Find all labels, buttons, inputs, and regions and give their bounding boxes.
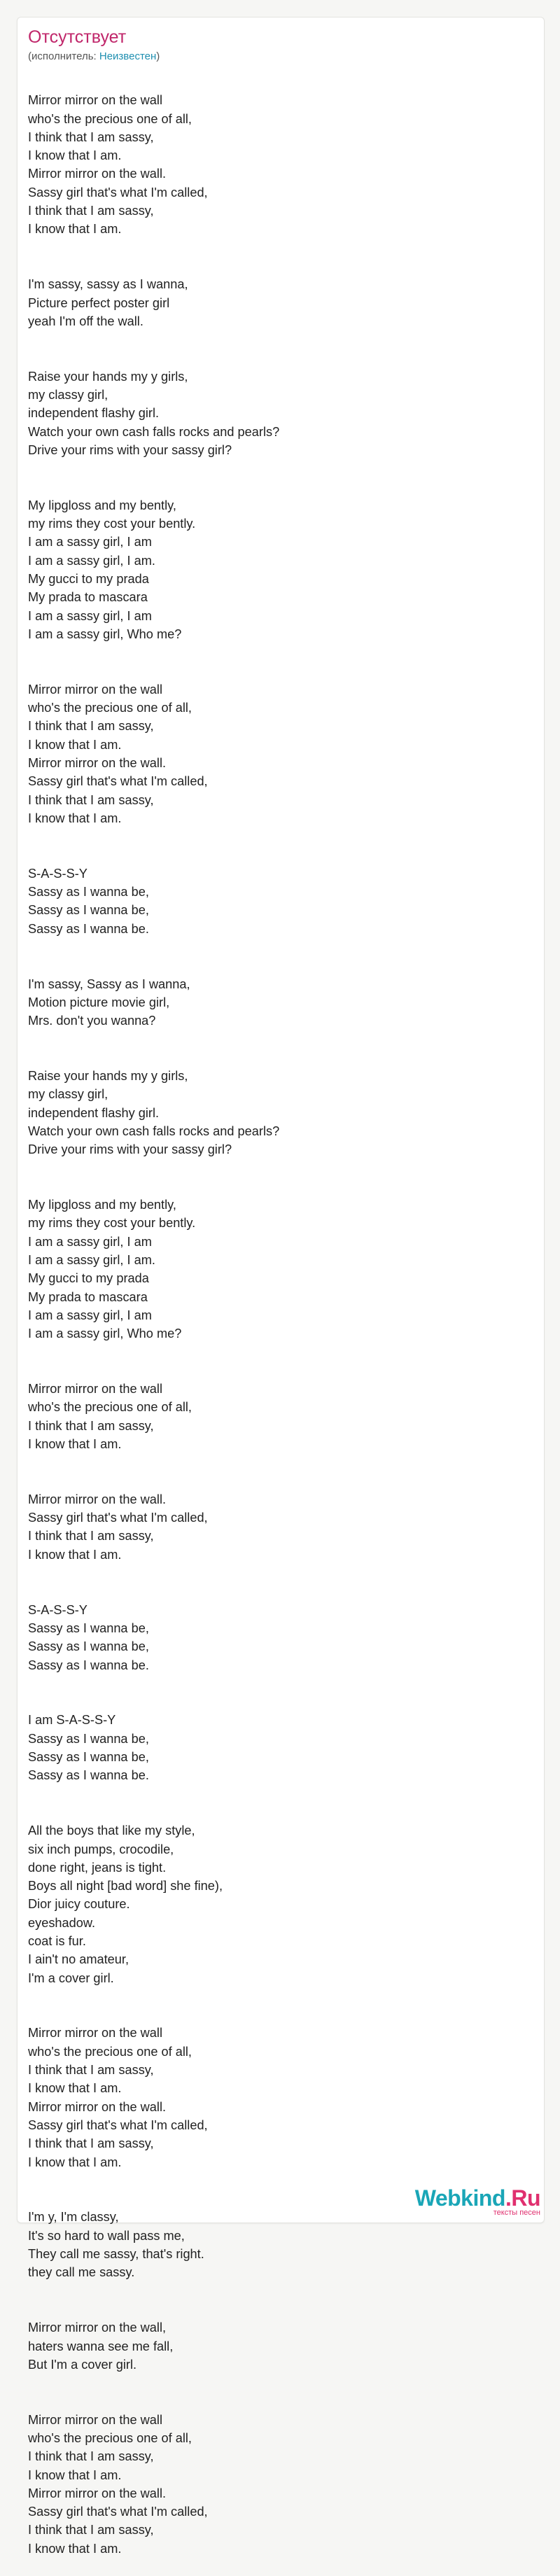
lyrics-stanza: Raise your hands my y girls, my classy girl, independent flashy girl. Watch your own cash falls rocks and pearls? Drive your rims with your sassy girl? (28, 1069, 280, 1157)
performer-label: (исполнитель: (28, 50, 99, 62)
lyrics-stanza: I am S-A-S-S-Y Sassy as I wanna be, Sassy as I wanna be, Sassy as I wanna be. (28, 1713, 149, 1783)
lyrics-stanza: Mirror mirror on the wall who's the precious one of all, I think that I am sassy, I know that I am. (28, 1382, 192, 1451)
logo-tagline: тексты песен (493, 2208, 540, 2217)
performer-close: ) (156, 50, 160, 62)
song-title: Отсутствует (28, 27, 127, 47)
lyrics-stanza: S-A-S-S-Y Sassy as I wanna be, Sassy as I wanna be, Sassy as I wanna be. (28, 866, 149, 936)
performer-line (28, 50, 160, 63)
logo-wordmark (415, 2186, 540, 2210)
lyrics-stanza: Mirror mirror on the wall. Sassy girl that's what I'm called, I think that I am sassy, I know that I am. (28, 1492, 208, 1562)
lyrics-stanza: Mirror mirror on the wall who's the precious one of all, I think that I am sassy, I know that I am. Mirror mirror on the wall. Sassy girl that's what I'm called, I think that I am sassy, I know that I am. (28, 2026, 208, 2169)
lyrics-stanza: Mirror mirror on the wall who's the precious one of all, I think that I am sassy, I know that I am. Mirror mirror on the wall. Sassy girl that's what I'm called, I think that I am sassy, I know that I am. (28, 682, 208, 825)
webkind-logo[interactable] (415, 2186, 540, 2218)
lyrics-stanza: My lipgloss and my bently, my rims they cost your bently. I am a sassy girl, I am I am a sassy girl, I am. My gucci to my prada My prada to mascara I am a sassy girl, I am I am a sassy girl, Who me? (28, 498, 196, 641)
lyrics-stanza: S-A-S-S-Y Sassy as I wanna be, Sassy as I wanna be, Sassy as I wanna be. (28, 1602, 149, 1672)
lyrics-stanza: I'm sassy, Sassy as I wanna, Motion picture movie girl, Mrs. don't you wanna? (28, 976, 190, 1028)
lyrics-stanza: Mirror mirror on the wall, haters wanna see me fall, But I'm a cover girl. (28, 2320, 174, 2372)
lyrics-stanza: My lipgloss and my bently, my rims they cost your bently. I am a sassy girl, I am I am a sassy girl, I am. My gucci to my prada My prada to mascara I am a sassy girl, I am I am a sassy girl, Who me? (28, 1198, 196, 1341)
lyrics-stanza: I'm y, I'm classy, It's so hard to wall pass me, They call me sassy, that's right. they call me sassy. (28, 2210, 204, 2280)
lyrics-stanza: All the boys that like my style, six inch pumps, crocodile, done right, jeans is tight. Boys all night [bad word] she fine), Dior juicy couture. eyeshadow. coat is fur. I ain't no amateur, I'm a cover girl. (28, 1823, 223, 1985)
logo-name: Webkind (414, 2185, 505, 2211)
lyrics-stanza: Mirror mirror on the wall who's the precious one of all, I think that I am sassy, I know that I am. Mirror mirror on the wall. Sassy girl that's what I'm called, I think that I am sassy, I know that I am. (28, 93, 208, 237)
lyrics-stanza: Mirror mirror on the wall who's the precious one of all, I think that I am sassy, I know that I am. Mirror mirror on the wall. Sassy girl that's what I'm called, I think that I am sassy, I know that I am. (28, 2412, 208, 2556)
lyrics-stanza: Raise your hands my y girls, my classy girl, independent flashy girl. Watch your own cash falls rocks and pearls? Drive your rims with your sassy girl? (28, 369, 280, 457)
performer-link[interactable]: Неизвестен (99, 50, 157, 62)
logo-tld: .Ru (505, 2185, 540, 2211)
lyrics-stanza: I'm sassy, sassy as I wanna, Picture perfect poster girl yeah I'm off the wall. (28, 277, 188, 328)
